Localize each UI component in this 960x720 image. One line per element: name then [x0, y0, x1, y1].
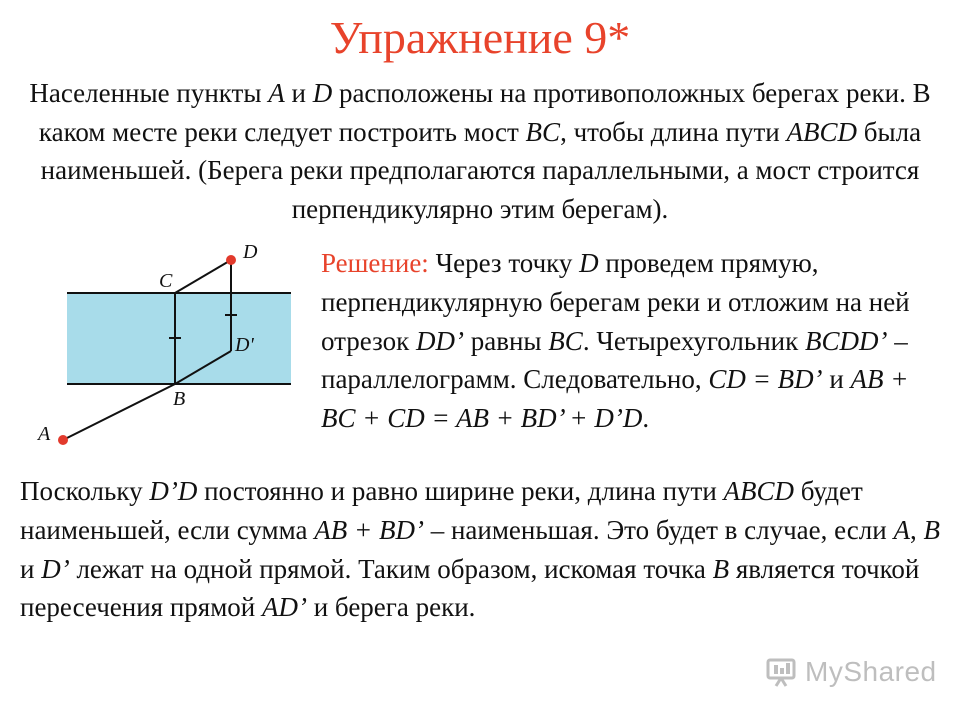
bridge-diagram: [30, 238, 310, 458]
presentation-icon: [765, 656, 799, 688]
conclusion-text: Поскольку D’D постоянно и равно ширине реки, длина пути ABCD будет наименьшей, если сумма AB + BD’ – наименьшая. Это будет в случае, если A, B и D’ лежат на одной прямой. Таким образом, искомая точка B является точкой пересечения прямой AD’ и берега реки.: [20, 476, 940, 623]
label-B: B: [173, 388, 186, 410]
point-A: [58, 435, 68, 445]
myshared-watermark: [765, 652, 937, 692]
solution-label: Решение:: [321, 248, 429, 278]
label-A: A: [38, 423, 51, 445]
segment-AB: [63, 384, 175, 440]
label-D: D: [243, 241, 258, 263]
watermark-text: MyShared: [805, 656, 937, 687]
point-D: [226, 255, 236, 265]
segment-CD: [175, 260, 231, 293]
solution-text: Решение: Через точку D проведем прямую, перпендикулярную берегам реки и отложим на ней отрезок DD’ равны BC. Четырехугольник BCDD’ – параллелограмм. Следовательно, CD = BD’ и AB + BC + CD = AB + BD’ + D’D.: [321, 248, 910, 434]
label-Dprime: D': [235, 334, 254, 356]
label-C: C: [159, 270, 173, 292]
problem-statement: Населенные пункты A и D расположены на противоположных берегах реки. В каком месте реки следует построить мост BC, чтобы длина пути ABCD была наименьшей. (Берега реки предполагаются параллельными, а мост строится перпендикулярно этим берегам).: [29, 78, 931, 224]
slide-title: Упражнение 9*: [329, 12, 631, 63]
